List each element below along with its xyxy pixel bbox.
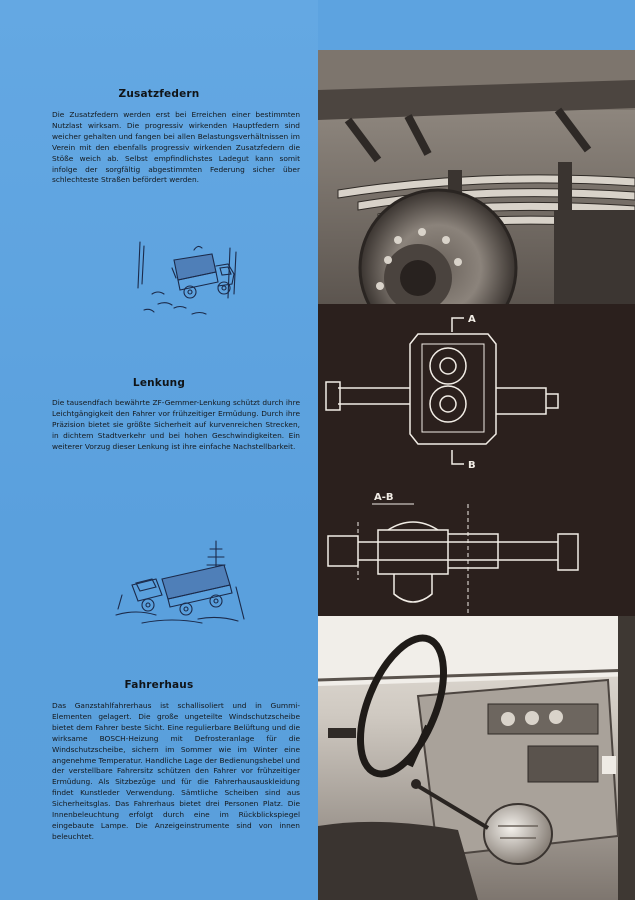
heading-zusatzfedern: Zusatzfedern (118, 88, 200, 100)
photo-leaf-springs (318, 50, 635, 304)
text-zusatzfedern: Die Zusatzfedern werden erst bei Erreichen einer bestimmten Nutzlast wirksam. Die progressiv wirkenden Hauptfedern sind weicher gehalten und fangen bei allen Belastungsverhältnissen im Verein mit den ebenfalls progressiv wirkenden Zusatzfedern die Stöße weich ab. Selbst empfindlichstes Ladegut kann somit infolge der sorgfältig abgestimmten Federung sicher über schlechteste Straßen befördert werden. (52, 110, 300, 185)
image-column (318, 50, 635, 900)
truck-bumpy-road-sketch (134, 238, 242, 324)
truck-winter-road-sketch (112, 535, 252, 631)
photo-cab-interior (318, 616, 635, 900)
heading-fahrerhaus: Fahrerhaus (124, 679, 194, 691)
text-fahrerhaus: Das Ganzstahlfahrerhaus ist schallisoliert und in Gummi-Elementen gelagert. Die große ungeteilte Windschutzscheibe bietet dem Fahrer beste Sicht. Eine regulierbare Belüftung und die wirksame BOSCH-Heizung mit Defrosteranlage für die Windschutzscheibe, sichern im Sommer wie im Winter eine angenehme Temperatur. Handliche Lage der Bedienungshebel und der verstellbare Fahrersitz schützen den Fahrer vor frühzeitiger Ermüdung. Als Sitzbezüge und für die Fahrerhausauskleidung findet Kunstleder Verwendung. Sämtliche Scheiben sind aus Sicherheitsglas. Das Fahrerhaus bietet drei Personen Platz. Die Innenbeleuchtung erfolgt durch eine im Rückblickspiegel eingebaute Lampe. Die Anzeigeinstrumente sind von innen beleuchtet. (52, 701, 300, 841)
text-lenkung: Die tausendfach bewährte ZF-Gemmer-Lenkung schützt durch ihre Leichtgängigkeit den Fahrer vor frühzeitiger Ermüdung. Durch ihre Präzision bietet sie größte Sicherheit auf kurvenreichen Strecken, in dichtem Stadtverkehr und bei hohen Geschwindigkeiten. Ein weiterer Vorzug dieser Lenkung ist ihre einfache Nachstellbarkeit. (52, 398, 300, 451)
diagram-label-section: A-B (374, 492, 394, 503)
diagram-label-b: B (468, 460, 476, 471)
steering-gear-diagram (318, 304, 635, 616)
heading-lenkung: Lenkung (132, 377, 186, 389)
diagram-label-a: A (468, 314, 476, 325)
